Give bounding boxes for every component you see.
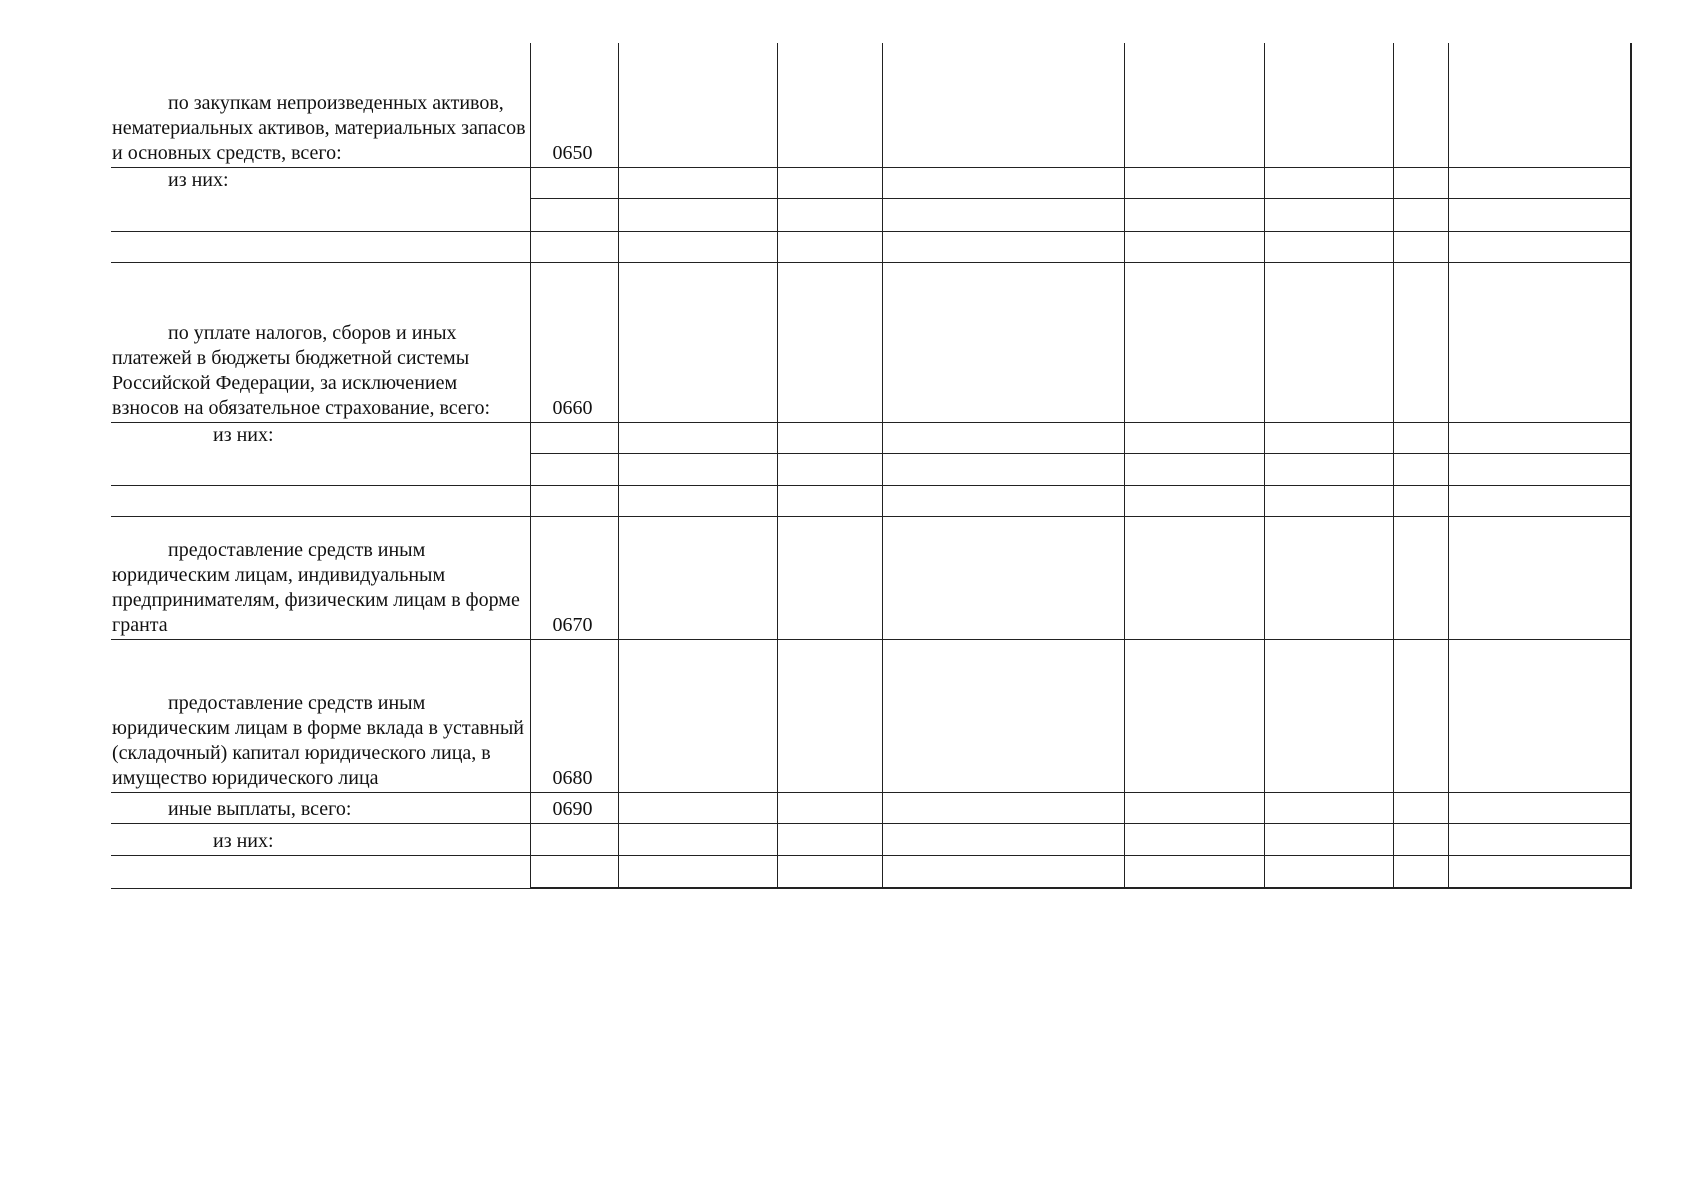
value-cell[interactable]: [777, 792, 882, 823]
value-cell[interactable]: [882, 422, 1124, 453]
value-cell[interactable]: [1264, 516, 1393, 639]
value-cell[interactable]: [777, 43, 882, 167]
table-row: [111, 855, 1631, 888]
row-name-cell: [111, 855, 530, 888]
value-cell[interactable]: [1393, 231, 1448, 262]
row-name-cell: [111, 231, 530, 262]
table-row: [111, 422, 1631, 453]
value-cell[interactable]: [1264, 453, 1393, 485]
value-cell[interactable]: [1124, 823, 1264, 855]
row-name: по уплате налогов, сборов и иных платежей в бюджеты бюджетной системы Российской Федерации, за исключением взносов на обязательное страхование, всего:: [112, 321, 491, 419]
value-cell[interactable]: [1124, 485, 1264, 516]
row-name: по закупкам непроизведенных активов, нематериальных активов, материальных запасов и основных средств, всего:: [112, 91, 526, 164]
row-code: [530, 167, 618, 198]
value-cell[interactable]: [1264, 823, 1393, 855]
value-cell[interactable]: [618, 792, 777, 823]
value-cell[interactable]: [777, 422, 882, 453]
table-row: [111, 823, 1631, 855]
table-row: [111, 516, 1631, 639]
value-cell[interactable]: [1124, 453, 1264, 485]
value-cell[interactable]: [777, 231, 882, 262]
row-name-cell: [111, 422, 530, 485]
value-cell[interactable]: [1448, 167, 1631, 198]
value-cell[interactable]: [1124, 639, 1264, 792]
value-cell[interactable]: [777, 639, 882, 792]
row-name-cell: [111, 485, 530, 516]
value-cell[interactable]: [1393, 453, 1448, 485]
table-row: [111, 167, 1631, 198]
row-name-cell: [111, 43, 530, 167]
value-cell[interactable]: [1393, 823, 1448, 855]
value-cell[interactable]: [618, 231, 777, 262]
value-cell[interactable]: [1393, 422, 1448, 453]
row-code: [530, 422, 618, 453]
value-cell[interactable]: [882, 792, 1124, 823]
value-cell[interactable]: [1264, 855, 1393, 888]
value-cell[interactable]: [1393, 198, 1448, 231]
row-code: [530, 231, 618, 262]
value-cell[interactable]: [882, 516, 1124, 639]
value-cell[interactable]: [1448, 855, 1631, 888]
value-cell[interactable]: [1448, 262, 1631, 422]
value-cell[interactable]: [882, 639, 1124, 792]
value-cell[interactable]: [1448, 43, 1631, 167]
value-cell[interactable]: [1124, 422, 1264, 453]
value-cell[interactable]: [1264, 231, 1393, 262]
value-cell[interactable]: [1264, 639, 1393, 792]
value-cell[interactable]: [1448, 792, 1631, 823]
value-cell[interactable]: [1264, 262, 1393, 422]
row-code: [530, 823, 618, 855]
row-name: иные выплаты, всего:: [168, 797, 352, 820]
row-code: [530, 855, 618, 888]
table-row: [111, 485, 1631, 516]
value-cell[interactable]: [1124, 231, 1264, 262]
value-cell[interactable]: [1124, 198, 1264, 231]
row-code: 0670: [530, 516, 618, 639]
value-cell[interactable]: [618, 198, 777, 231]
value-cell[interactable]: [882, 43, 1124, 167]
table-row: [111, 262, 1631, 422]
expenditure-form-table: [111, 43, 1632, 889]
value-cell[interactable]: [1393, 43, 1448, 167]
row-name: из них:: [213, 423, 274, 446]
value-cell[interactable]: [1124, 43, 1264, 167]
row-name-cell: [111, 823, 530, 855]
row-name: из них:: [168, 168, 229, 191]
value-cell[interactable]: [1448, 198, 1631, 231]
value-cell[interactable]: [618, 453, 777, 485]
value-cell[interactable]: [618, 422, 777, 453]
value-cell[interactable]: [882, 453, 1124, 485]
value-cell[interactable]: [777, 262, 882, 422]
value-cell[interactable]: [1124, 855, 1264, 888]
value-cell[interactable]: [1264, 485, 1393, 516]
value-cell[interactable]: [1264, 43, 1393, 167]
value-cell[interactable]: [618, 823, 777, 855]
row-code: 0650: [530, 43, 618, 167]
value-cell[interactable]: [777, 485, 882, 516]
row-name-cell: [111, 262, 530, 422]
value-cell[interactable]: [618, 43, 777, 167]
row-code: [530, 485, 618, 516]
value-cell[interactable]: [1393, 262, 1448, 422]
value-cell[interactable]: [1124, 262, 1264, 422]
value-cell[interactable]: [882, 231, 1124, 262]
row-name: из них:: [213, 829, 274, 852]
row-name: предоставление средств иным юридическим лицам, индивидуальным предпринимателям, физическим лицам в форме гранта: [112, 538, 520, 636]
value-cell[interactable]: [882, 485, 1124, 516]
value-cell[interactable]: [882, 823, 1124, 855]
value-cell[interactable]: [1393, 855, 1448, 888]
row-name: предоставление средств иным юридическим лицам в форме вклада в уставный (складочный) капитал юридического лица, в имущество юридического лица: [112, 691, 525, 789]
row-name-cell: [111, 792, 530, 823]
table-row: [111, 43, 1631, 167]
value-cell[interactable]: [1264, 198, 1393, 231]
value-cell[interactable]: [777, 198, 882, 231]
row-code: 0660: [530, 262, 618, 422]
value-cell[interactable]: [777, 167, 882, 198]
table-row: [111, 639, 1631, 792]
value-cell[interactable]: [618, 639, 777, 792]
row-code: 0680: [530, 639, 618, 792]
row-name-cell: [111, 516, 530, 639]
value-cell[interactable]: [618, 485, 777, 516]
value-cell[interactable]: [777, 453, 882, 485]
table-row: [111, 231, 1631, 262]
value-cell[interactable]: [1264, 792, 1393, 823]
value-cell[interactable]: [777, 823, 882, 855]
value-cell[interactable]: [1448, 485, 1631, 516]
table-row: [111, 792, 1631, 823]
value-cell[interactable]: [618, 167, 777, 198]
value-cell[interactable]: [882, 167, 1124, 198]
value-cell[interactable]: [1448, 823, 1631, 855]
value-cell[interactable]: [777, 855, 882, 888]
value-cell[interactable]: [1393, 639, 1448, 792]
value-cell[interactable]: [1448, 453, 1631, 485]
value-cell[interactable]: [1393, 792, 1448, 823]
value-cell[interactable]: [777, 516, 882, 639]
value-cell[interactable]: [1264, 167, 1393, 198]
value-cell[interactable]: [882, 262, 1124, 422]
value-cell[interactable]: [1393, 167, 1448, 198]
value-cell[interactable]: [1124, 516, 1264, 639]
value-cell[interactable]: [1448, 639, 1631, 792]
value-cell[interactable]: [1264, 422, 1393, 453]
row-name-cell: [111, 167, 530, 231]
value-cell[interactable]: [1393, 516, 1448, 639]
row-code: [530, 198, 618, 231]
value-cell[interactable]: [1448, 516, 1631, 639]
value-cell[interactable]: [882, 198, 1124, 231]
row-code: [530, 453, 618, 485]
value-cell[interactable]: [618, 855, 777, 888]
value-cell[interactable]: [1448, 422, 1631, 453]
value-cell[interactable]: [882, 855, 1124, 888]
value-cell[interactable]: [1124, 792, 1264, 823]
row-name-cell: [111, 639, 530, 792]
value-cell[interactable]: [1448, 231, 1631, 262]
value-cell[interactable]: [1393, 485, 1448, 516]
value-cell[interactable]: [618, 262, 777, 422]
value-cell[interactable]: [618, 516, 777, 639]
row-code: 0690: [530, 792, 618, 823]
value-cell[interactable]: [1124, 167, 1264, 198]
